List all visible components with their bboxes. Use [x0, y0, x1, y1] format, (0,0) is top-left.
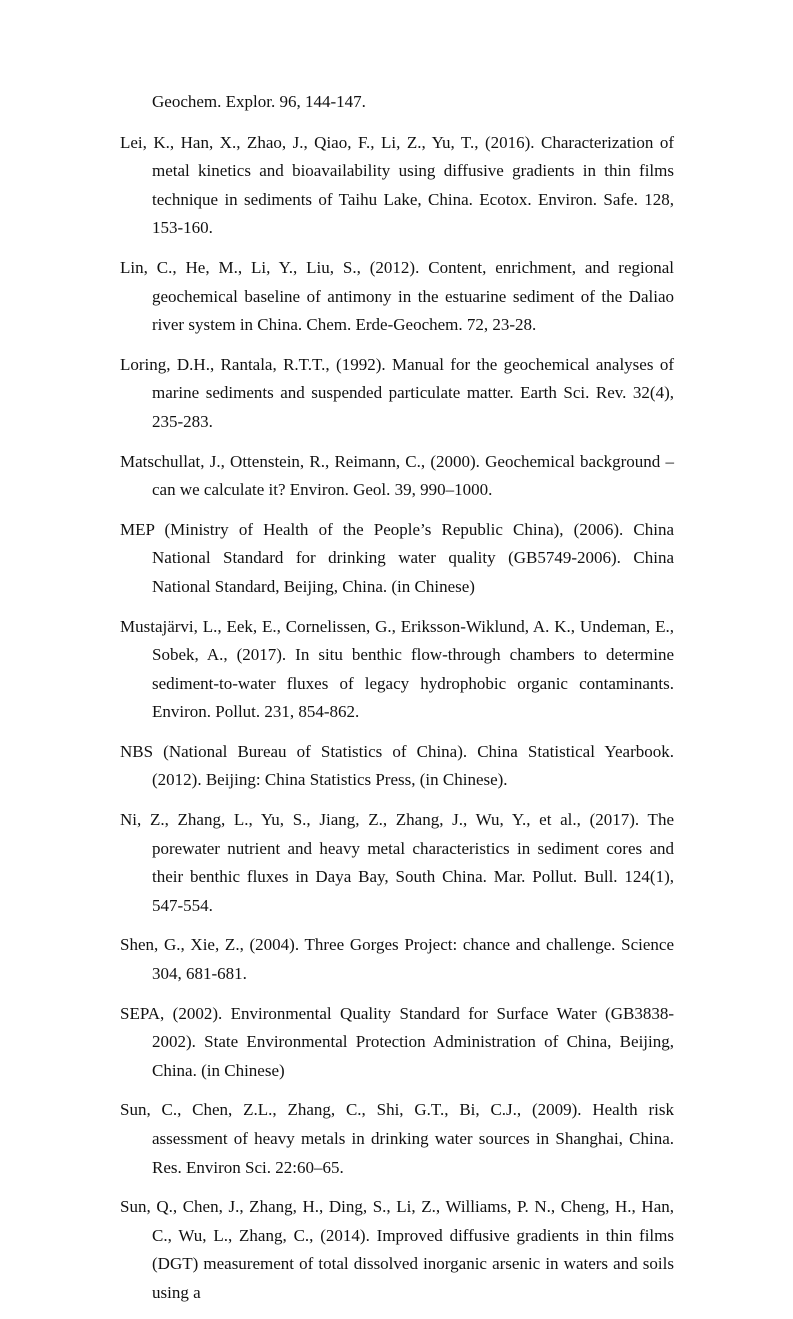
reference-entry-shen: Shen, G., Xie, Z., (2004). Three Gorges Project: chance and challenge. Science 304, 681-681. — [120, 935, 674, 984]
reference-entry-lin: Lin, C., He, M., Li, Y., Liu, S., (2012). Content, enrichment, and regional geochemical baseline of antimony in the estuarine sediment of the Daliao river system in China. Chem. Erde-Geochem. 72, 23-28. — [120, 257, 674, 335]
reference-entry-ni: Ni, Z., Zhang, L., Yu, S., Jiang, Z., Zhang, J., Wu, Y., et al., (2017). The porewater nutrient and heavy metal characteristics in sediment cores and their benthic fluxes in Daya Bay, South China. Mar. Pollut. Bull. 124(1), 547-554. — [120, 810, 674, 915]
reference-entry-nbs: NBS (National Bureau of Statistics of China). China Statistical Yearbook. (2012). Beijing: China Statistics Press, (in Chinese). — [120, 741, 674, 790]
reference-entry-mep: MEP (Ministry of Health of the People’s Republic China), (2006). China National Standard for drinking water quality (GB5749-2006). China National Standard, Beijing, China. (in Chinese) — [120, 519, 674, 596]
reference-entry-sun-q: Sun, Q., Chen, J., Zhang, H., Ding, S., Li, Z., Williams, P. N., Cheng, H., Han, C., Wu, L., Zhang, C., (2014). Improved diffusive gradients in thin films (DGT) measurement of total dissolved inorganic arsenic in waters and soils using a — [120, 1197, 674, 1302]
reference-entry-mustajarvi: Mustajärvi, L., Eek, E., Cornelissen, G., Eriksson-Wiklund, A. K., Undeman, E., Sobek, A., (2017). In situ benthic flow-through chambers to determine sediment-to-water fluxes of legacy hydrophobic organic contaminants. Environ. Pollut. 231, 854-862. — [120, 616, 674, 722]
reference-continuation: Geochem. Explor. 96, 144-147. — [152, 92, 366, 111]
reference-entry-sepa: SEPA, (2002). Environmental Quality Standard for Surface Water (GB3838-2002). State Environmental Protection Administration of China, Beijing, China. (in Chinese) — [120, 1003, 674, 1080]
reference-entry-matschullat: Matschullat, J., Ottenstein, R., Reimann, C., (2000). Geochemical background – can we calculate it? Environ. Geol. 39, 990–1000. — [120, 451, 674, 500]
reference-entry-sun-c: Sun, C., Chen, Z.L., Zhang, C., Shi, G.T., Bi, C.J., (2009). Health risk assessment of heavy metals in drinking water sources in Shanghai, China. Res. Environ Sci. 22:60–65. — [120, 1100, 674, 1177]
reference-entry-loring: Loring, D.H., Rantala, R.T.T., (1992). Manual for the geochemical analyses of marine sediments and suspended particulate matter. Earth Sci. Rev. 32(4), 235-283. — [120, 354, 674, 431]
reference-entry-lei: Lei, K., Han, X., Zhao, J., Qiao, F., Li, Z., Yu, T., (2016). Characterization of metal kinetics and bioavailability using diffusive gradients in thin films technique in sediments of Taihu Lake, China. Ecotox. Environ. Safe. 128, 153-160. — [120, 132, 674, 238]
reference-list — [120, 88, 674, 1319]
